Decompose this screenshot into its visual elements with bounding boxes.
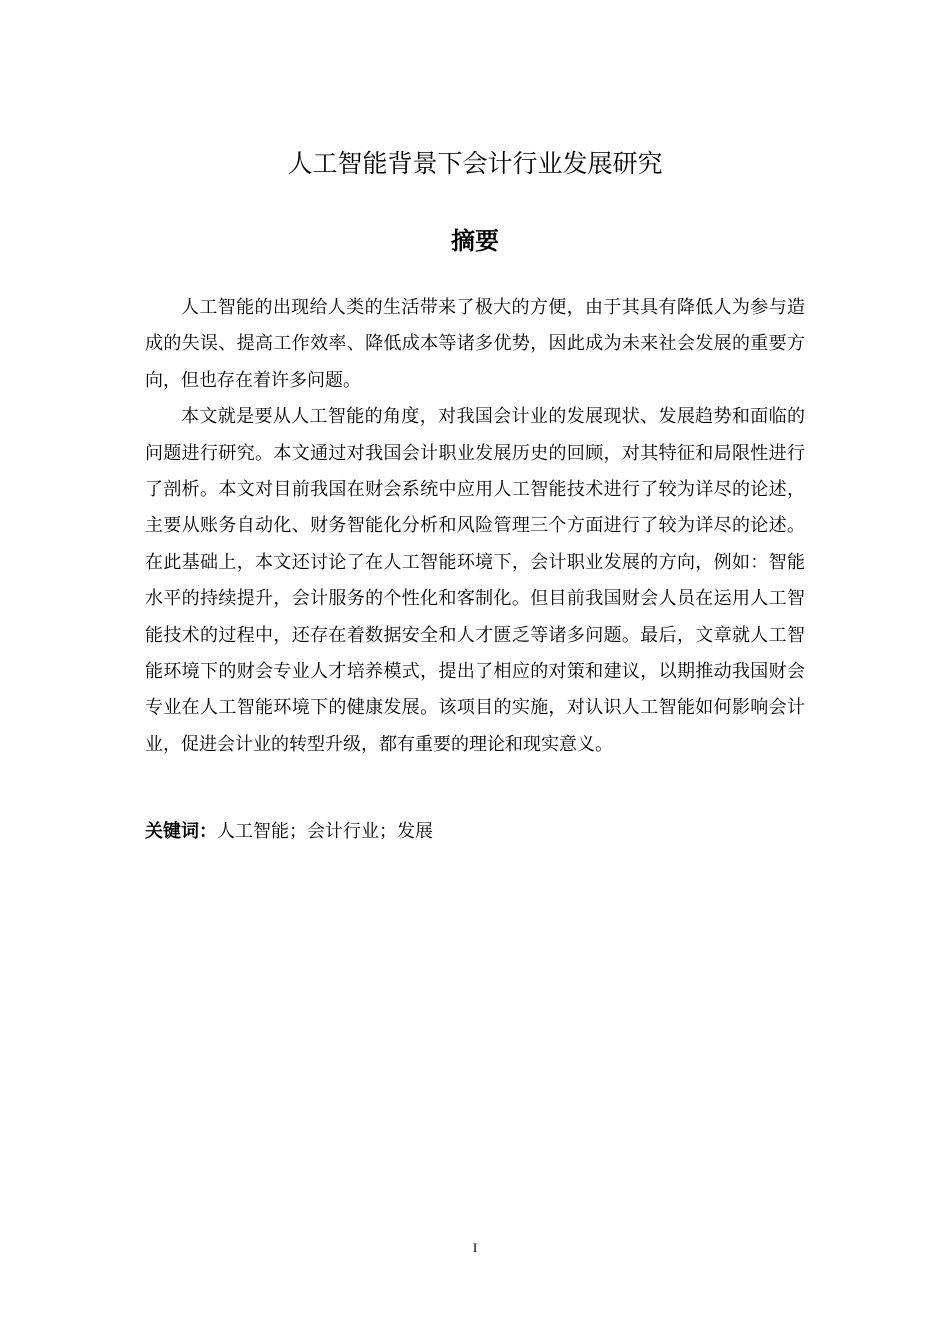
abstract-paragraph-2: 本文就是要从人工智能的角度，对我国会计业的发展现状、发展趋势和面临的问题进行研究。本文通过对我国会计职业发展历史的回顾，对其特征和局限性进行了剖析。本文对目前我国在财会系统中应用人工智能技术进行了较为详尽的论述，主要从账务自动化、财务智能化分析和风险管理三个方面进行了较为详尽的论述。在此基础上，本文还讨论了在人工智能环境下，会计职业发展的方向，例如：智能水平的持续提升，会计服务的个性化和客制化。但目前我国财会人员在运用人工智能技术的过程中，还存在着数据安全和人才匮乏等诸多问题。最后，文章就人工智能环境下的财会专业人才培养模式，提出了相应的对策和建议，以期推动我国财会专业在人工智能环境下的健康发展。该项目的实施，对认识人工智能如何影响会计业，促进会计业的转型升级，都有重要的理论和现实意义。 [145,406,805,755]
keywords-line [145,814,805,850]
abstract-paragraph-1: 人工智能的出现给人类的生活带来了极大的方便，由于其具有降低人为参与造成的失误、提高工作效率、降低成本等诸多优势，因此成为未来社会发展的重要方向，但也存在着许多问题。 [145,297,805,391]
abstract-heading: 摘要 [451,227,499,255]
page-number: I [472,1240,478,1255]
keywords-label: 关键词： [145,821,217,842]
keywords-values: 人工智能；会计行业；发展 [217,821,433,842]
document-title: 人工智能背景下会计行业发展研究 [287,149,663,178]
abstract-body [145,290,805,763]
